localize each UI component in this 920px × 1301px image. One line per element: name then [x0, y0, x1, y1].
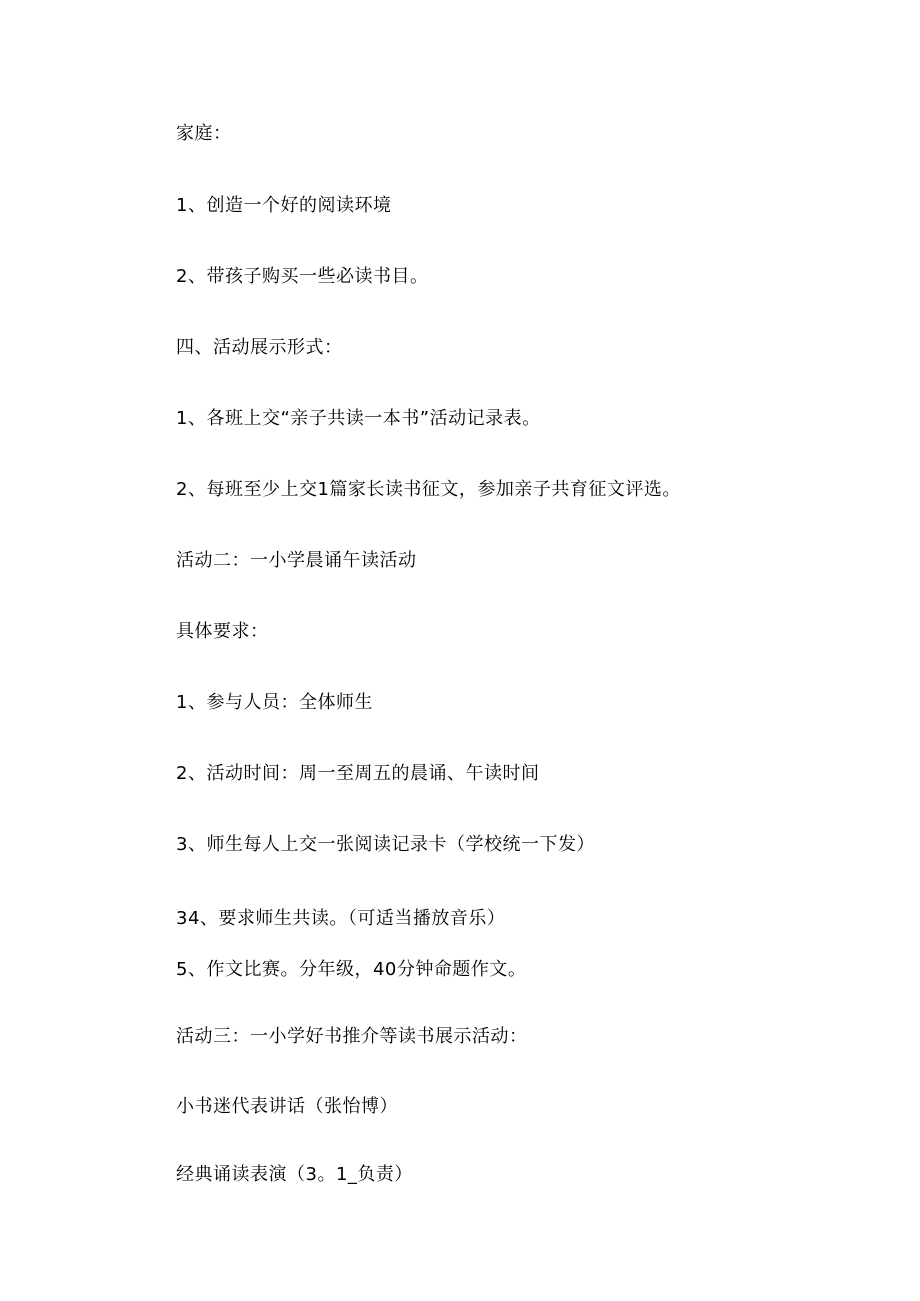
requirement-item-34: 34、要求师生共读。（可适当播放音乐）	[176, 908, 506, 929]
classic-recitation-performance: 经典诵读表演（3。1_负责）	[176, 1164, 413, 1185]
section-heading-family: 家庭：	[176, 123, 232, 144]
display-form-item-1: 1、各班上交“亲子共读一本书”活动记录表。	[176, 408, 541, 429]
requirement-item-3: 3、师生每人上交一张阅读记录卡（学校统一下发）	[176, 834, 595, 855]
requirement-item-2: 2、活动时间：周一至周五的晨诵、午读时间	[176, 763, 540, 784]
family-item-1: 1、创造一个好的阅读环境	[176, 195, 392, 216]
book-fan-speech: 小书迷代表讲话（张怡博）	[176, 1096, 398, 1117]
activity-two-heading: 活动二：一小学晨诵午读活动	[176, 550, 417, 571]
requirements-heading: 具体要求：	[176, 621, 269, 642]
activity-three-heading: 活动三：一小学好书推介等读书展示活动：	[176, 1026, 528, 1047]
section-heading-display-form: 四、活动展示形式：	[176, 337, 343, 358]
display-form-item-2: 2、每班至少上交1篇家长读书征文，参加亲子共育征文评选。	[176, 479, 681, 500]
requirement-item-5: 5、作文比赛。分年级，40分钟命题作文。	[176, 959, 527, 980]
family-item-2: 2、带孩子购买一些必读书目。	[176, 266, 429, 287]
requirement-item-1: 1、参与人员：全体师生	[176, 692, 373, 713]
